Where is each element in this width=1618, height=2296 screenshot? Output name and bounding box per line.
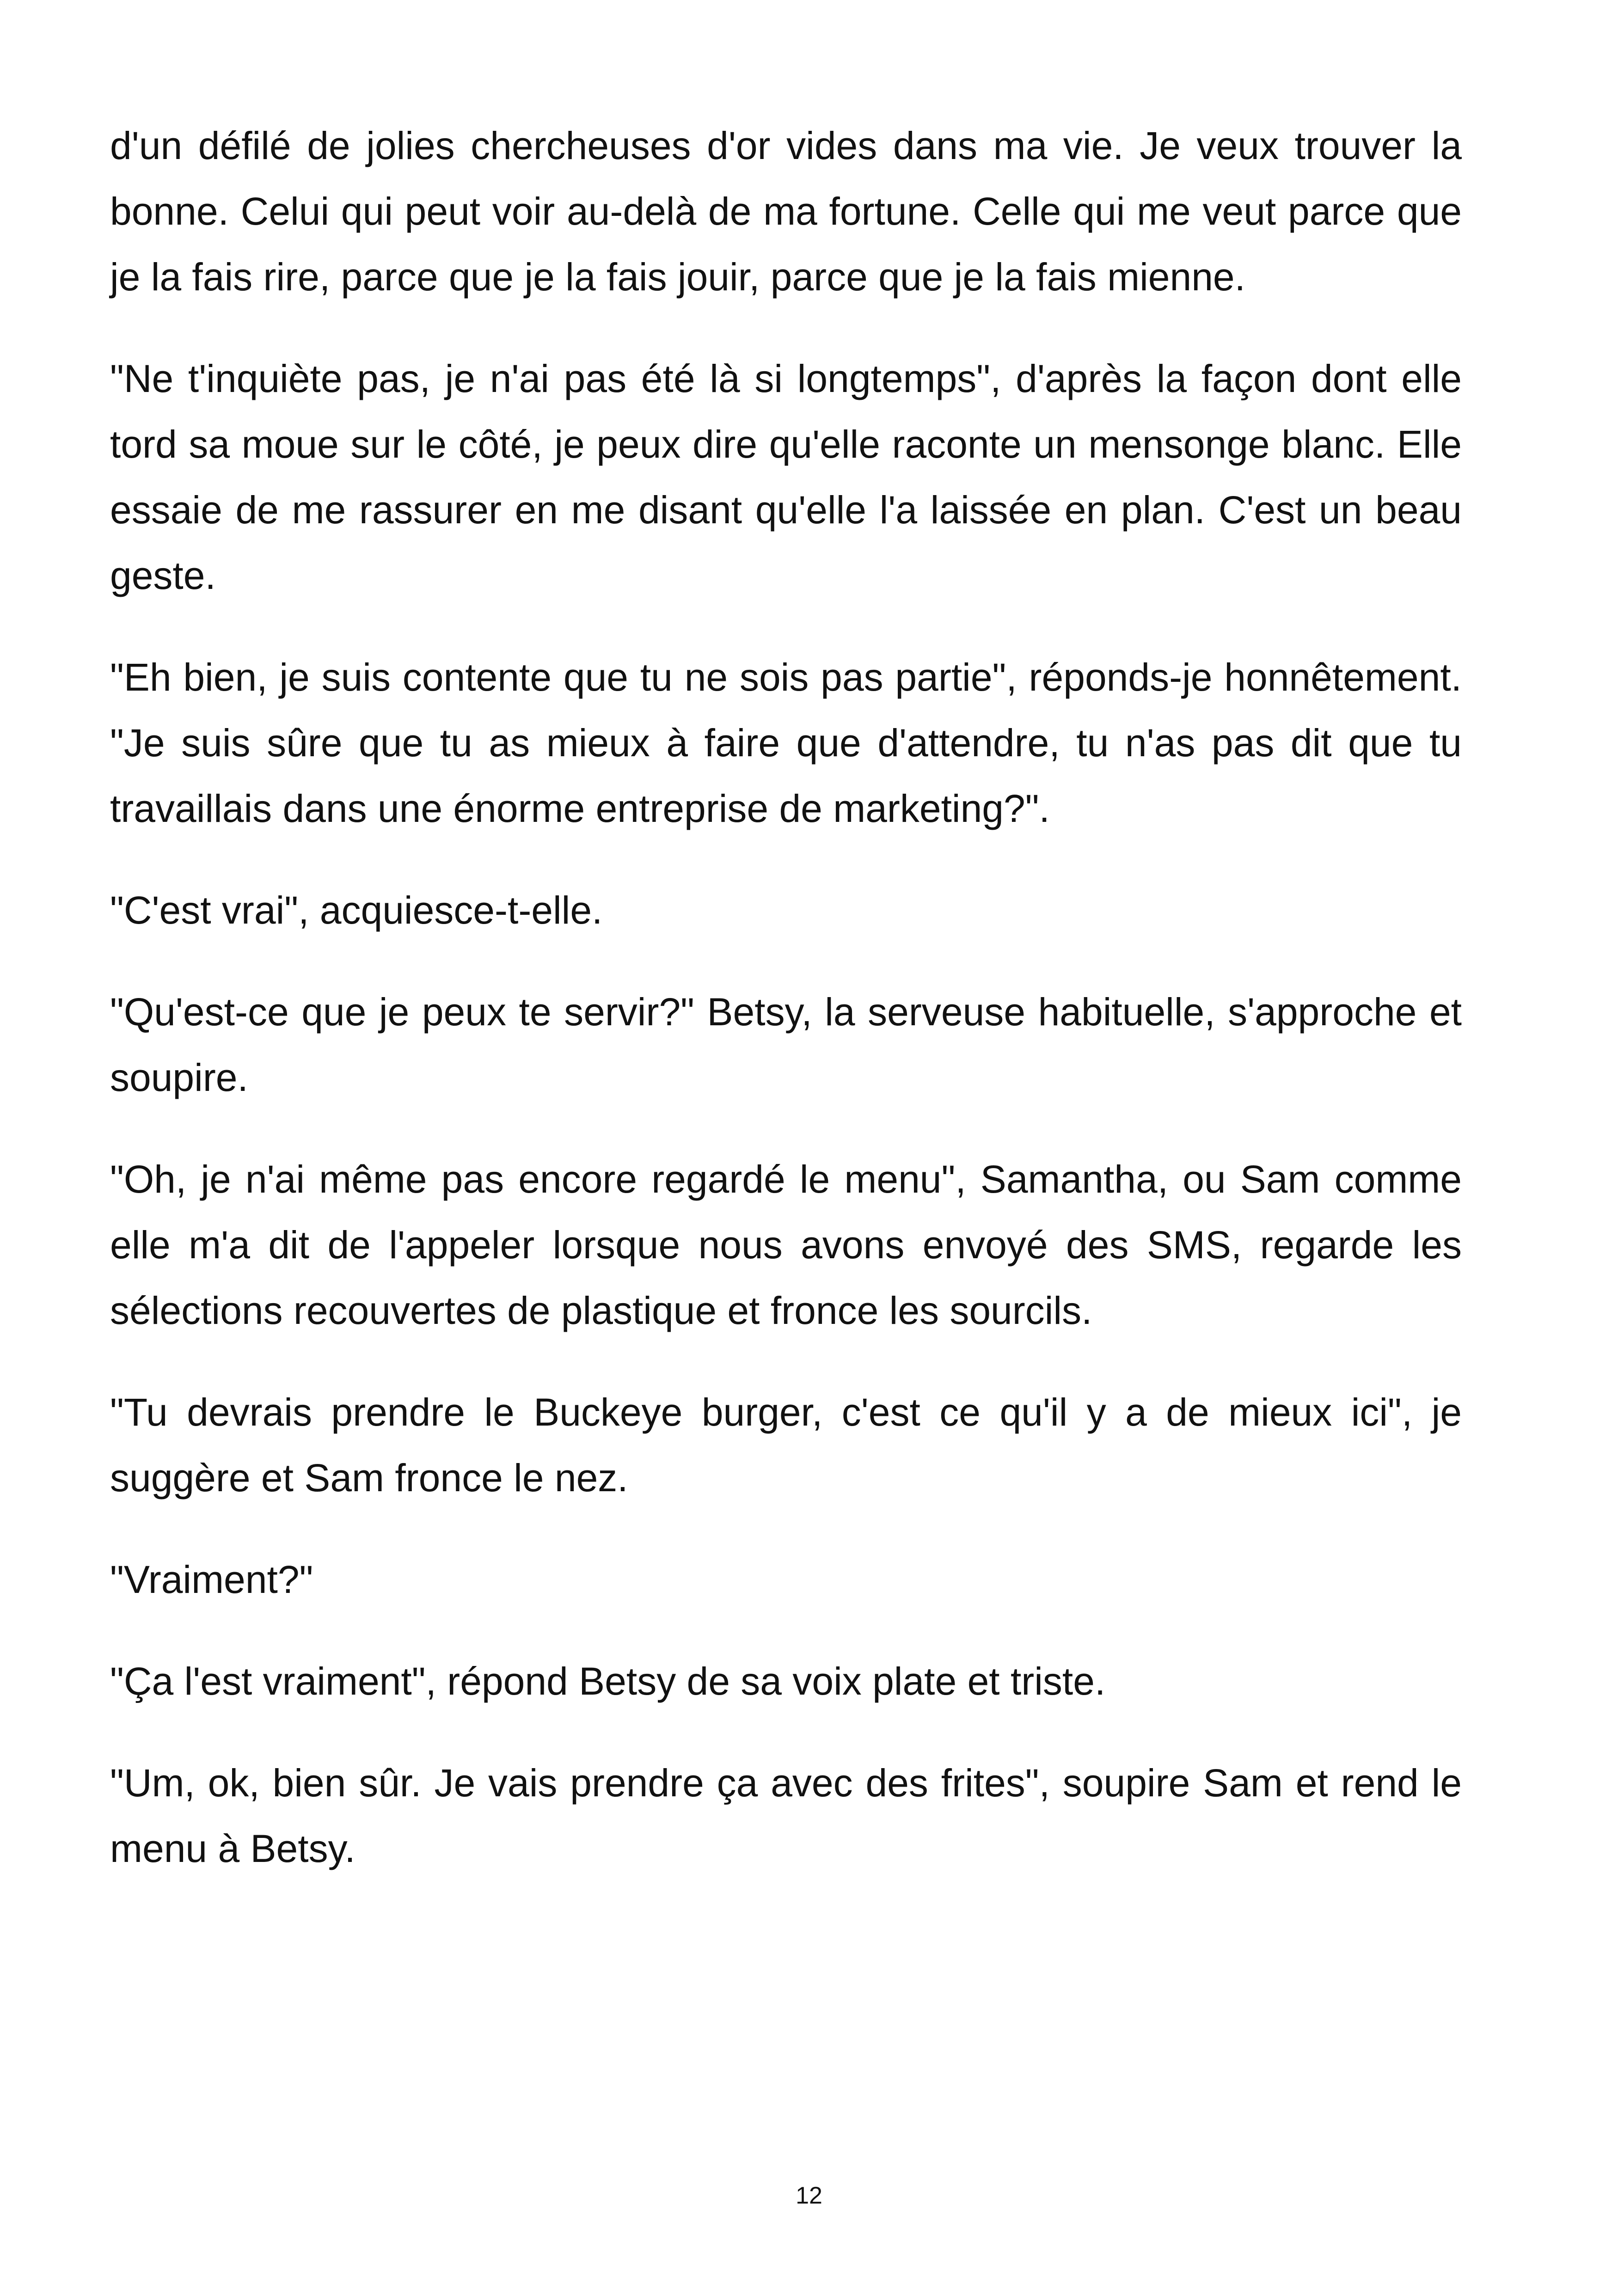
paragraph: "Ça l'est vraiment", répond Betsy de sa voix plate et triste. — [110, 1659, 1106, 1703]
paragraph: "Tu devrais prendre le Buckeye burger, c'est ce qu'il y a de mieux ici", je suggère et Sam fronce le nez. — [110, 1390, 1462, 1500]
paragraph: "Vraiment?" — [110, 1558, 313, 1601]
page-number: 12 — [796, 2182, 822, 2209]
paragraph: "Oh, je n'ai même pas encore regardé le menu", Samantha, ou Sam comme elle m'a dit de l'appeler lorsque nous avons envoyé des SMS, regarde les sélections recouvertes de plastique et fronce les sourcils. — [110, 1157, 1462, 1332]
paragraph: "Eh bien, je suis contente que tu ne sois pas partie", réponds-je honnêtement. "Je suis sûre que tu as mieux à faire que d'attendre, tu n'as pas dit que tu travaillais dans une énorme entreprise de marketing?". — [110, 655, 1462, 830]
paragraph: "C'est vrai", acquiesce-t-elle. — [110, 888, 603, 932]
body-text — [110, 113, 1462, 1917]
paragraph: "Ne t'inquiète pas, je n'ai pas été là si longtemps", d'après la façon dont elle tord sa moue sur le côté, je peux dire qu'elle raconte un mensonge blanc. Elle essaie de me rassurer en me disant qu'elle l'a laissée en plan. C'est un beau geste. — [110, 357, 1462, 597]
paragraph: "Um, ok, bien sûr. Je vais prendre ça avec des frites", soupire Sam et rend le menu à Betsy. — [110, 1761, 1462, 1870]
paragraph: d'un défilé de jolies chercheuses d'or vides dans ma vie. Je veux trouver la bonne. Celui qui peut voir au-delà de ma fortune. Celle qui me veut parce que je la fais rire, parce que je la fais jouir, parce que je la fais mienne. — [110, 124, 1462, 299]
paragraph: "Qu'est-ce que je peux te servir?" Betsy, la serveuse habituelle, s'approche et soupire. — [110, 990, 1462, 1099]
